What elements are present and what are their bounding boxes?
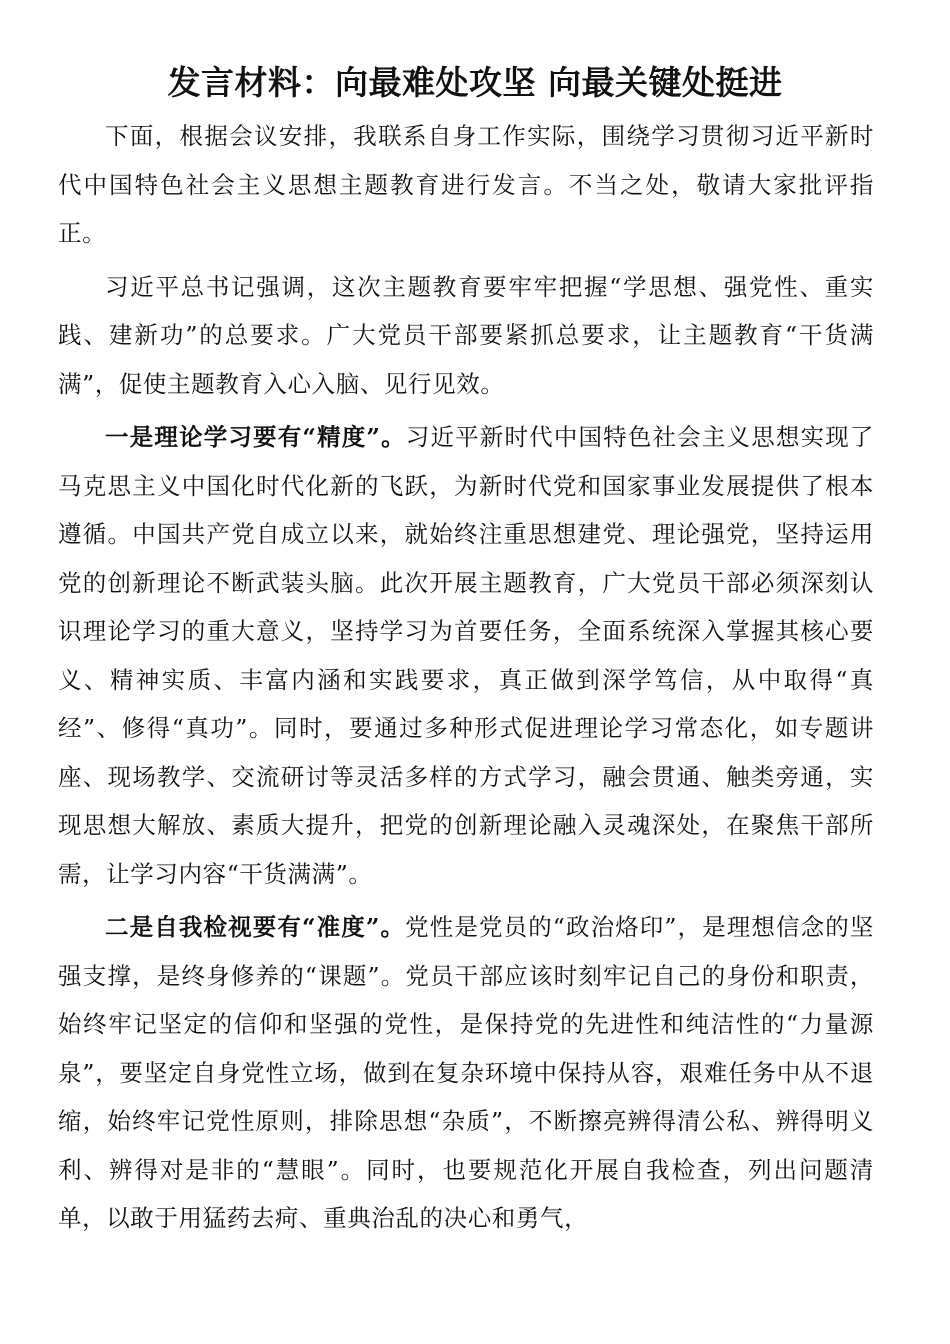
paragraph-lead: 二是自我检视要有“准度”。 bbox=[105, 913, 406, 941]
paragraph-self-review bbox=[58, 903, 874, 1243]
paragraph-requirements bbox=[58, 263, 874, 409]
paragraph-text: 党性是党员的“政治烙印”，是理想信念的坚强支撑，是终身修养的“课题”。党员干部应该时刻牢记自己的身份和职责，始终牢记坚定的信仰和坚强的党性，是保持党的先进性和纯洁性的“力量源泉”，要坚定自身党性立场，做到在复杂环境中保持从容，艰难任务中从不退缩，始终牢记党性原则，排除思想“杂质”，不断擦亮辨得清公私、辨得明义利、辨得对是非的“慧眼”。同时，也要规范化开展自我检查，列出问题清单，以敢于用猛药去疴、重典治乱的决心和勇气， bbox=[58, 913, 874, 1232]
document-title: 发言材料：向最难处攻坚 向最关键处挺进 bbox=[167, 63, 783, 102]
paragraph-text: 习近平新时代中国特色社会主义思想实现了马克思主义中国化时代化新的飞跃，为新时代党和国家事业发展提供了根本遵循。中国共产党自成立以来，就始终注重思想建党、理论强党，坚持运用党的创新理论不断武装头脑。此次开展主题教育，广大党员干部必须深刻认识理论学习的重大意义，坚持学习为首要任务，全面系统深入掌握其核心要义、精神实质、丰富内涵和实践要求，真正做到深学笃信，从中取得“真经”、修得“真功”。同时，要通过多种形式促进理论学习常态化，如专题讲座、现场教学、交流研讨等灵活多样的方式学习，融会贯通、触类旁通，实现思想大解放、素质大提升，把党的创新理论融入灵魂深处，在聚焦干部所需，让学习内容“干货满满”。 bbox=[58, 423, 874, 888]
paragraph-text: 习近平总书记强调，这次主题教育要牢牢把握“学思想、强党性、重实践、建新功”的总要求。广大党员干部要紧抓总要求，让主题教育“干货满满”，促使主题教育入心入脑、见行见效。 bbox=[58, 272, 874, 398]
paragraph-text: 下面，根据会议安排，我联系自身工作实际，围绕学习贯彻习近平新时代中国特色社会主义思想主题教育进行发言。不当之处，敬请大家批评指正。 bbox=[58, 122, 874, 247]
paragraph-lead: 一是理论学习要有“精度”。 bbox=[105, 423, 406, 451]
paragraph-intro bbox=[58, 112, 874, 258]
paragraph-theory-study bbox=[58, 413, 874, 898]
